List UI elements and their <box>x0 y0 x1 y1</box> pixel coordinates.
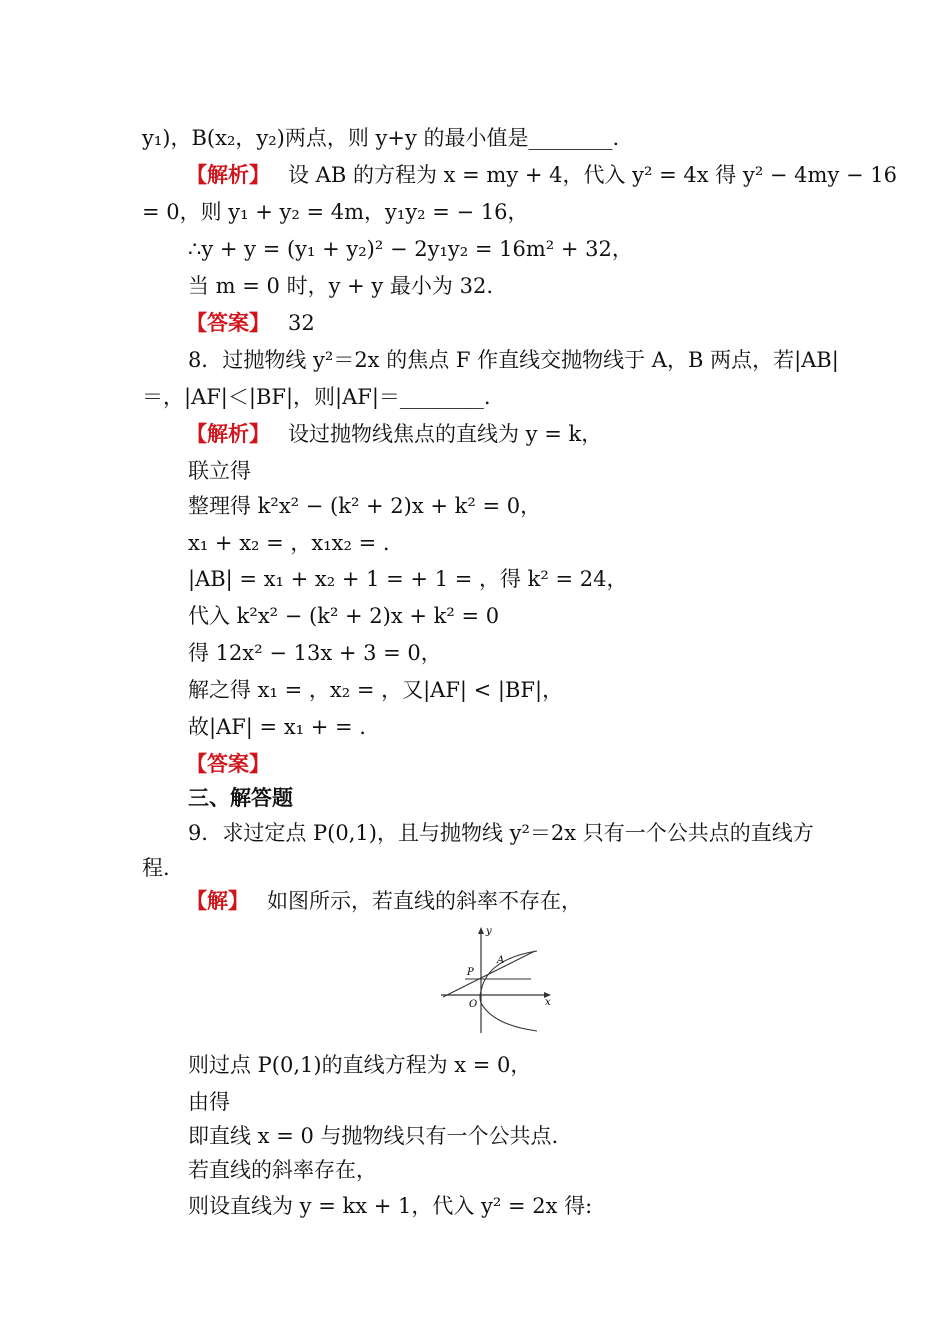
problem7-analysis-line <box>186 162 897 188</box>
analysis-tag: 【解析】 <box>186 422 270 446</box>
problem8-line: 联立得 <box>188 459 251 483</box>
problem9-line: 若直线的斜率存在， <box>188 1158 377 1182</box>
problem9-line: 即直线 x = 0 与抛物线只有一个公共点. <box>188 1124 559 1148</box>
x-axis-label: x <box>545 997 551 1008</box>
problem8-line: 故|AF| = x₁ + = . <box>188 715 366 739</box>
answer-tag: 【答案】 <box>186 752 270 776</box>
problem7-analysis-3: ∴y + y = (y₁ + y₂)² − 2y₁y₂ = 16m² + 32， <box>188 237 633 261</box>
problem8-line: 得 12x² − 13x + 3 = 0， <box>188 641 442 665</box>
problem7-tail: y₁)，B(x₂，y₂)两点，则 y+y 的最小值是________. <box>142 126 620 150</box>
problem8-line: x₁ + x₂ = ，x₁x₂ = . <box>188 531 390 555</box>
analysis-text: 设过抛物线焦点的直线为 y = k， <box>288 422 603 446</box>
answer-value: 32 <box>288 311 315 335</box>
y-axis-label: y <box>486 926 492 937</box>
y-axis-arrow <box>478 927 484 934</box>
problem9-question-2: 程. <box>142 856 170 880</box>
point-p-label: P <box>467 967 474 978</box>
answer-tag: 【答案】 <box>186 311 270 335</box>
problem8-line: 解之得 x₁ = ，x₂ = ，又|AF| < |BF|， <box>188 678 564 702</box>
problem9-line: 由得 <box>188 1090 230 1114</box>
problem8-line: 整理得 k²x² − (k² + 2)x + k² = 0， <box>188 494 542 518</box>
analysis-tag: 【解析】 <box>186 163 270 187</box>
problem9-line: 则设直线为 y = kx + 1，代入 y² = 2x 得: <box>188 1194 593 1218</box>
problem8-question-2: ＝，|AF|＜|BF|，则|AF|＝________. <box>142 385 491 409</box>
problem9-question-1: 9．求过定点 P(0,1)，且与抛物线 y²＝2x 只有一个公共点的直线方 <box>188 821 814 845</box>
problem8-line: |AB| = x₁ + x₂ + 1 = + 1 = ，得 k² = 24， <box>188 567 628 591</box>
problem9-line: 则过点 P(0,1)的直线方程为 x = 0， <box>188 1053 532 1077</box>
problem8-line: 代入 k²x² − (k² + 2)x + k² = 0 <box>188 604 500 628</box>
solution-tag: 【解】 <box>186 889 249 913</box>
problem8-analysis-line <box>186 421 602 447</box>
parabola-figure <box>437 925 557 1037</box>
origin-label: O <box>469 999 478 1010</box>
problem7-answer-line <box>186 310 315 336</box>
problem8-question-1: 8．过抛物线 y²＝2x 的焦点 F 作直线交抛物线于 A，B 两点，若|AB| <box>188 348 839 372</box>
solution-text: 如图所示，若直线的斜率不存在， <box>267 889 582 913</box>
analysis-text: 设 AB 的方程为 x = my + 4，代入 y² = 4x 得 y² − 4my − 16 <box>288 163 897 187</box>
tangent-line <box>443 951 535 997</box>
problem9-solution-line <box>186 888 582 914</box>
problem7-analysis-2: = 0，则 y₁ + y₂ = 4m，y₁y₂ = − 16， <box>142 200 529 224</box>
problem7-analysis-4: 当 m = 0 时，y + y 最小为 32. <box>188 274 493 298</box>
section-heading: 三、解答题 <box>188 786 293 810</box>
point-a-label: A <box>497 955 505 966</box>
parabola-curve <box>480 951 537 1031</box>
problem8-answer-line <box>186 751 270 777</box>
